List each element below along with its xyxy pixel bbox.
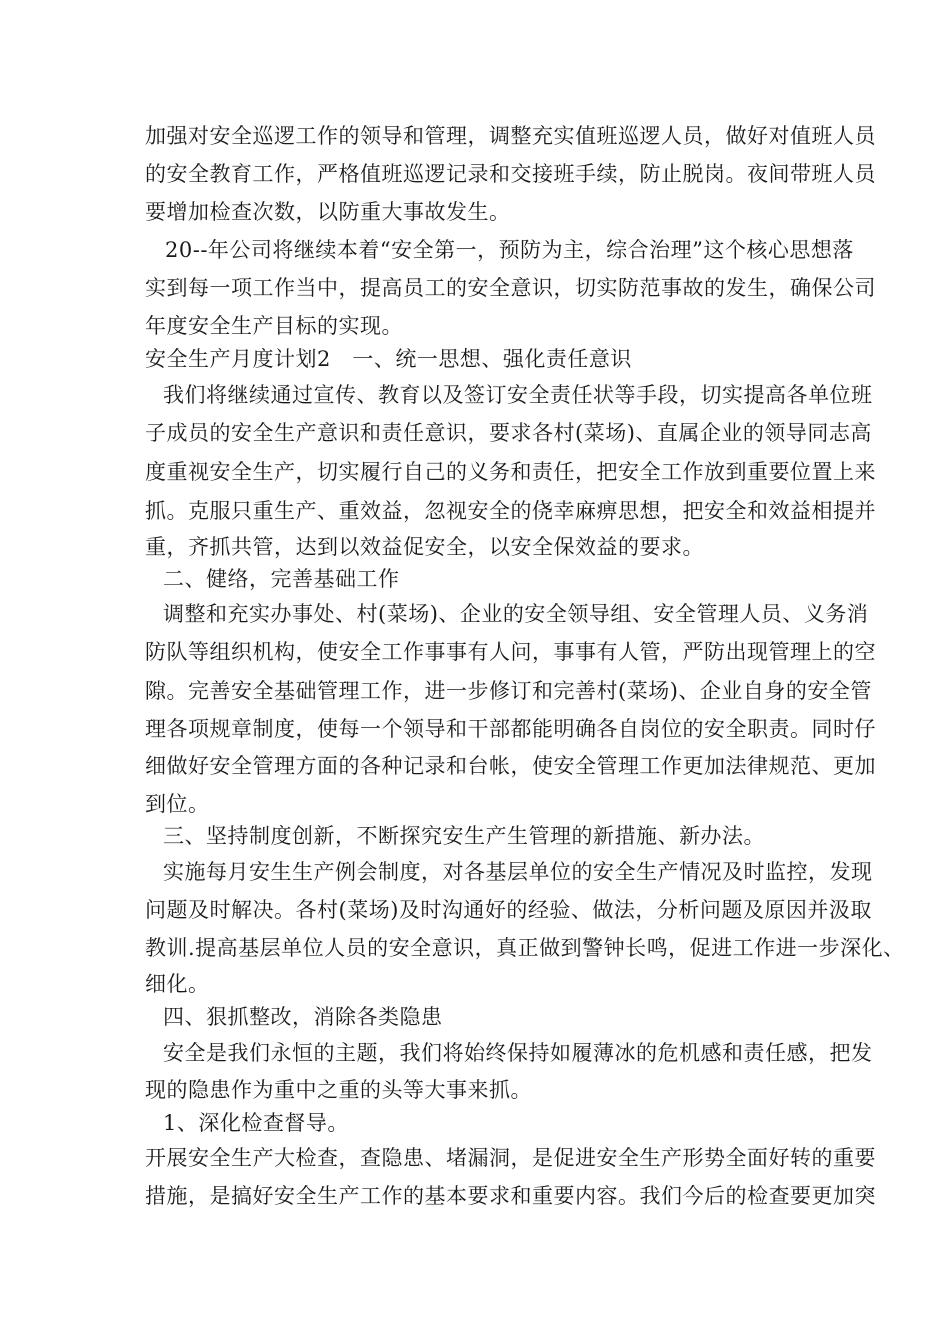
text-line: 到位。 [145,792,210,816]
text-line: 的安全教育工作，严格值班巡逻记录和交接班手续，防止脱岗。夜间带班人员 [145,162,876,186]
text-line: 实施每月安生生产例会制度，对各基层单位的安全生产情况及时监控，发现 [163,860,873,884]
text-line: 实到每一项工作当中，提高员工的安全意识，切实防范事故的发生，确保公司 [145,276,876,300]
text-line: 安全是我们永恒的主题，我们将始终保持如履薄冰的危机感和责任感，把发 [163,1041,873,1065]
text-line: 20--年公司将继续本着“安全第一，预防为主，综合治理”这个核心思想落 [165,238,854,262]
text-line: 我们将继续通过宣传、教育以及签订安全责任状等手段，切实提高各单位班 [163,383,873,407]
text-line: 度重视安全生产，切实履行自己的义务和责任，把安全工作放到重要位置上来 [145,460,876,484]
text-line: 调整和充实办事处、村(菜场)、企业的安全领导组、安全管理人员、义务消 [163,602,869,626]
text-line: 细做好安全管理方面的各种记录和台帐，使安全管理工作更加法律规范、更加 [145,754,876,778]
text-line: 防队等组织机构，使安全工作事事有人问，事事有人管，严防出现管理上的空 [145,640,876,664]
text-line: 理各项规章制度，使每一个领导和干部都能明确各自岗位的安全职责。同时仔 [145,717,876,741]
section-heading-line: 三、坚持制度创新，不断探究安生产生管理的新措施、新办法。 [163,824,765,848]
section-heading-line: 二、健络，完善基础工作 [163,567,400,591]
section-heading-line: 安全生产月度计划2 一、统一思想、强化责任意识 [145,347,632,371]
text-line: 问题及时解决。各村(菜场)及时沟通好的经验、做法，分析问题及原因并汲取 [145,898,872,922]
section-heading-line: 四、狠抓整改，消除各类隐患 [163,1005,443,1029]
text-line: 加强对安全巡逻工作的领导和管理，调整充实值班巡逻人员，做好对值班人员 [145,124,876,148]
text-line: 细化。 [145,972,210,996]
text-line: 要增加检查次数，以防重大事故发生。 [145,200,511,224]
text-line: 子成员的安全生产意识和责任意识，要求各村(菜场)、直属企业的领导同志高 [145,421,872,445]
text-line: 措施，是搞好安全生产工作的基本要求和重要内容。我们今后的检查要更加突 [145,1184,876,1208]
text-line: 现的隐患作为重中之重的头等大事来抓。 [145,1078,532,1102]
subsection-heading-line: 1、深化检查督导。 [163,1111,349,1135]
text-line: 抓。克服只重生产、重效益，忽视安全的侥幸麻痹思想，把安全和效益相提并 [145,499,876,523]
text-line: 开展安全生产大检查，查隐患、堵漏洞，是促进安全生产形势全面好转的重要 [145,1146,876,1170]
text-line: 教训.提高基层单位人员的安全意识，真正做到警钟长鸣，促进工作进一步深化、 [145,936,905,960]
text-line: 重，齐抓共管，达到以效益促安全，以安全保效益的要求。 [145,535,704,559]
text-line: 隙。完善安全基础管理工作，进一步修订和完善村(菜场)、企业自身的安全管 [145,679,872,703]
text-line: 年度安全生产目标的实现。 [145,314,403,338]
